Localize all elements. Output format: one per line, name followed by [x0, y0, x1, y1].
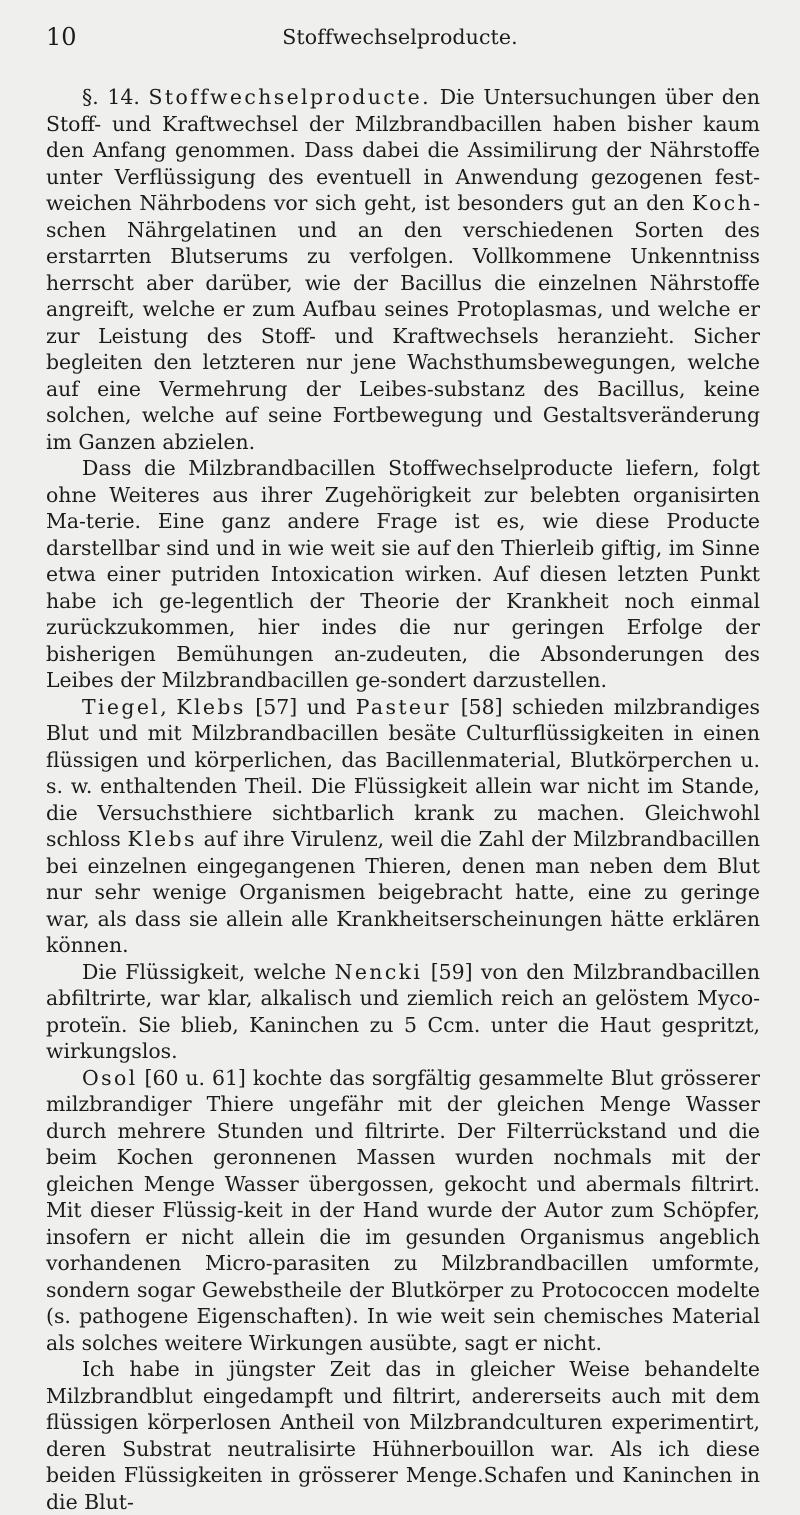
running-title: Stoffwechselproducte. — [282, 25, 518, 49]
page-number: 10 — [46, 23, 77, 51]
body-text — [46, 84, 760, 1515]
author-name: Klebs — [127, 827, 197, 851]
paragraph: Die Flüssigkeit, welche Nencki [59] von den Milzbrandbacillen abfiltrirte, war klar, alkalisch und ziemlich reich an gelöstem Myco-proteïn. Sie blieb, Kaninchen zu 5 Ccm. unter die Haut gespritzt, wirkungslos. — [46, 959, 760, 1063]
author-name: Klebs — [176, 694, 246, 719]
page-header — [46, 22, 754, 52]
paragraph: Dass die Milzbrandbacillen Stoffwechselproducte liefern, folgt ohne Weiteres aus ihrer Zugehörigkeit zur belebten organisirten Ma-terie. Eine ganz andere Frage ist es, wie diese Producte darstellbar sind und in wie weit sie auf den Thierleib giftig, im Sinne etwa einer putriden Intoxication wirken. Auf diesen letzten Punkt habe ich ge-legentlich der Theorie der Krankheit noch einmal zurückzukommen, hier indes die nur geringen Erfolge der bisherigen Bemühungen an-zudeuten, die Absonderungen des Leibes der Milzbrandbacillen ge-sondert darzustellen. — [46, 456, 760, 692]
author-name: Koch — [691, 191, 754, 215]
paragraph: Osol [60 u. 61] kochte das sorgfältig gesammelte Blut grösserer milzbrandiger Thiere ungefähr mit der gleichen Menge Wasser durch mehrere Stunden und filtrirte. Der Filterrückstand und die beim Kochen geronnenen Massen wurden nochmals mit der gleichen Menge Wasser übergossen, gekocht und abermals filtrirt. Mit dieser Flüssig-keit in der Hand wurde der Autor zum Schöpfer, insofern er nicht allein die im gesunden Organismus angeblich vorhandenen Micro-parasiten zu Milzbrandbacillen umformte, sondern sogar Gewebstheile der Blutkörper zu Protococcen modelte (s. pathogene Eigenschaften). In wie weit sein chemisches Material als solches weitere Wirkungen ausübte, sagt er nicht. — [46, 1065, 760, 1355]
section-title: Stoffwechselproducte. — [148, 85, 431, 109]
author-name: Pasteur — [355, 694, 452, 719]
author-name: Osol — [82, 1065, 138, 1090]
paragraph: Ich habe in jüngster Zeit das in gleicher Weise behandelte Milzbrandblut eingedampft und filtrirt, andererseits auch mit dem flüssigen körperlosen Antheil von Milzbrandculturen experimentirt, deren Substrat neutralisirte Hühnerbouillon war. Als ich diese beiden Flüssigkeiten in grösserer Menge.Schafen und Kaninchen in die Blut- — [46, 1357, 760, 1514]
author-name: Nencki — [334, 959, 423, 984]
author-name: Tiegel — [82, 694, 161, 719]
paragraph: Tiegel, Klebs [57] und Pasteur [58] schieden milzbrandiges Blut und mit Milzbrandbacillen besäte Culturflüssigkeiten in einen flüssigen und körperlichen, das Bacillenmaterial, Blutkörperchen u. s. w. enthaltenden Theil. Die Flüssigkeit allein war nicht im Stande, die Versuchsthiere sichtbarlich krank zu machen. Gleichwohl schloss Klebs auf ihre Virulenz, weil die Zahl der Milzbrandbacillen bei einzelnen eingegangenen Thieren, denen man neben dem Blut nur sehr wenige Organismen beigebracht hatte, eine zu geringe war, als dass sie allein alle Krankheitserscheinungen hätte erklären können. — [46, 694, 761, 957]
paragraph: §. 14. Stoffwechselproducte. Die Untersuchungen über den Stoff- und Kraftwechsel der Milzbrandbacillen haben bisher kaum den Anfang genommen. Dass dabei die Assimilirung der Nährstoffe unter Verflüssigung des eventuell in Anwendung gezogenen fest-weichen Nährbodens vor sich geht, ist besonders gut an den Koch-schen Nährgelatinen und an den verschiedenen Sorten des erstarrten Blutserums zu verfolgen. Vollkommene Unkenntniss herrscht aber darüber, wie der Bacillus die einzelnen Nährstoffe angreift, welche er zum Aufbau seines Protoplasmas, und welche er zur Leistung des Stoff- und Kraftwechsels heranzieht. Sicher begleiten den letzteren nur jene Wachsthumsbewegungen, welche auf eine Vermehrung der Leibes-substanz des Bacillus, keine solchen, welche auf seine Fortbewegung und Gestaltsveränderung im Ganzen abzielen. — [46, 85, 760, 454]
